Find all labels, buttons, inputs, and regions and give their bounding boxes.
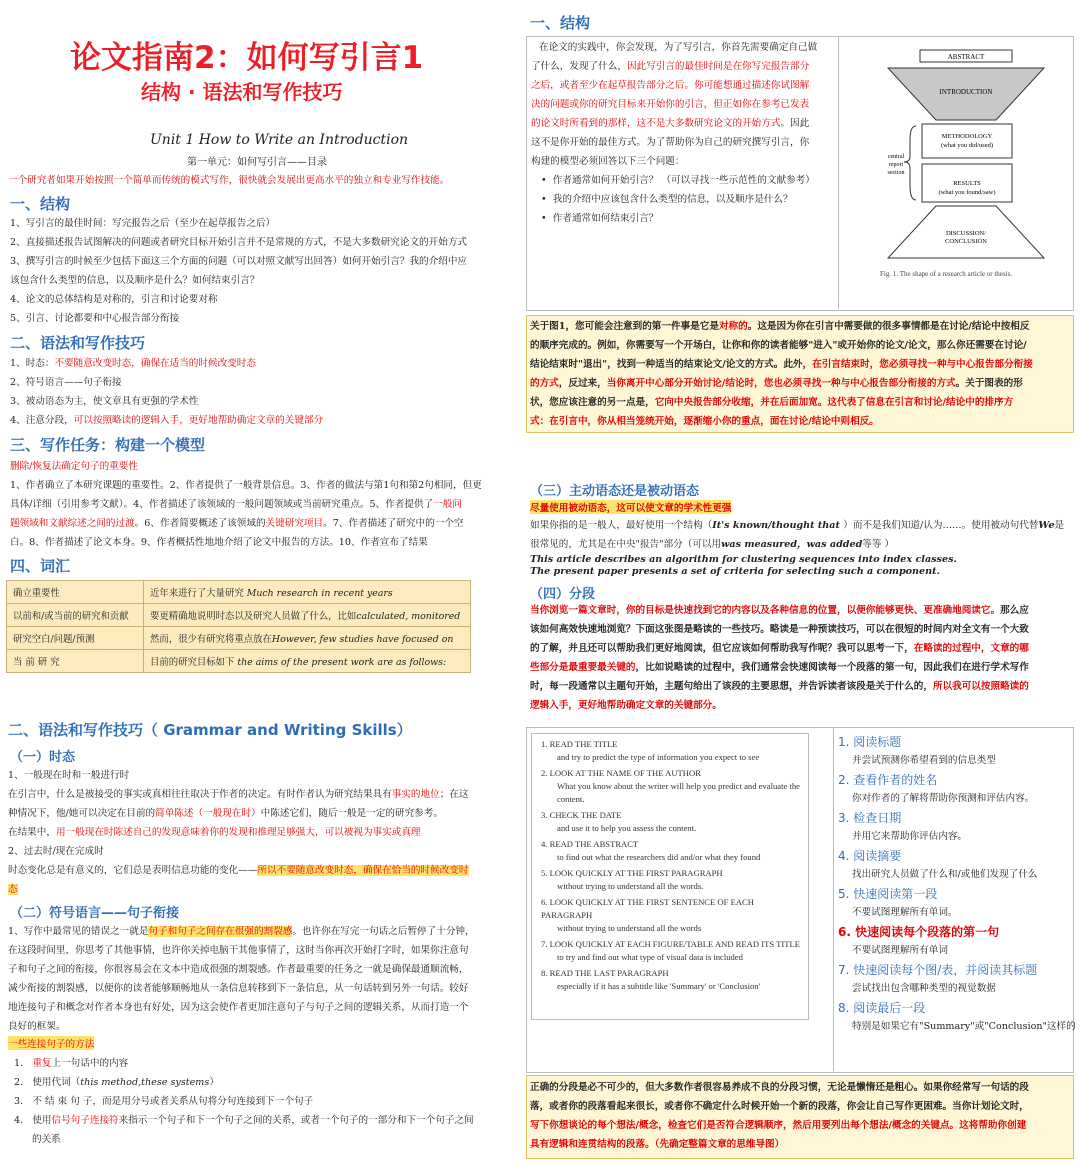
fig-method-label: METHODOLOGY xyxy=(941,133,993,140)
text-line: 在这段时间里，你思考了其他事情，也许你关掉电脑干其他事情了，这时当你再次开始打字时，如果你注意句 xyxy=(8,945,469,956)
text-line: 落，或者你的段落看起来很长，或者你不确定什么时候开始一个新的段落，你会让自己写作更困难。当你计划论文时， xyxy=(530,1101,1029,1112)
fig-method-sub: (what you did/used) xyxy=(941,142,993,149)
text-line: The present paper presents a set of criteria for selecting such a component. xyxy=(530,566,940,577)
text-line: 1、写作中最常见的错误之一就是句子和句子之间存在很强的割裂感。也许你在写完一句话之后暂停了十分钟， xyxy=(8,926,475,937)
list-item: 4、论文的总体结构是对称的，引言和讨论要对称 xyxy=(10,294,218,305)
text-line: This article describes an algorithm for clustering sequences into index classes. xyxy=(530,554,957,565)
unit-title-en: Unit 1 How to Write an Introduction xyxy=(150,132,409,148)
list-item: 7. LOOK QUICKLY AT EACH FIGURE/TABLE AND READ ITS TITLE to try and find out what type of visual data is included xyxy=(541,939,800,962)
skimming-cn-steps xyxy=(838,733,1076,1037)
text-line: 之后，或者至少在起草报告部分之后。你可能想通过描述你试图解 xyxy=(531,80,810,91)
list-item: 2、符号语言——句子衔接 xyxy=(10,377,122,388)
list-item: 4. READ THE ABSTRACT to find out what the researchers did and/or what they found xyxy=(541,839,761,862)
text-line: 子和句子之间的衔接，你很容易会在文本中造成很强的割裂感。作者最重要的任务之一就是确保最通顺流畅， xyxy=(8,964,469,975)
text-line: 时态变化总是有意义的，它们总是表明信息功能的变化——所以不要随意改变时态，确保在恰当的时候改变时 xyxy=(8,865,469,876)
text-line: 如果你指的是一般人，最好使用一个结构（It's known/thought that ）而不是我们知道/认为……。使用被动句代替We是 xyxy=(530,520,1065,531)
text-line: 的顺序完成的。例如，你需要写一个开场白，让你和你的读者能够"进入"或开始你的论文/论文，那么你还需要在讨论/ xyxy=(530,340,1027,351)
vocab-table xyxy=(6,580,471,673)
fig-disc-label: DISCUSSION/ xyxy=(945,230,987,237)
figure-divider xyxy=(838,36,839,309)
text-line: 白。8、作者描述了论文本身。9、作者概括性地地介绍了论文中报告的方法。10、作者宣布了结果 xyxy=(10,537,428,548)
tagline: 一个研究者如果开始按照一个简单而传统的模式写作，很快就会发展出更高水平的独立和专业写作技能。 xyxy=(8,175,450,186)
methodology-box xyxy=(922,124,1012,158)
fig-abstract-label: ABSTRACT xyxy=(947,53,985,61)
list-item: 3、撰写引言的时候至少包括下面这三个方面的问题（可以对照文献写出回答）如何开始引言？我的介绍中应 xyxy=(10,256,468,267)
grammar-title-text: 二、语法和写作技巧（ Grammar and Writing Skills） xyxy=(8,721,412,739)
vocab-en: 目前的研究目标如下 the aims of the present work are as follows: xyxy=(144,650,471,673)
text-line: 当你浏览一篇文章时，你的目标是快速找到它的内容以及各种信息的位置，以便你能够更快、更准确地阅读它。那么应 xyxy=(530,605,1029,616)
paragraph-title: （四）分段 xyxy=(530,587,596,602)
list-item: 7. 快速阅读每个图/表，并阅读其标题 尝试找出包含哪种类型的视觉数据 xyxy=(838,963,1038,994)
list-item: 5. LOOK QUICKLY AT THE FIRST PARAGRAPH without trying to understand all the words. xyxy=(541,868,723,891)
methods-list xyxy=(14,1054,474,1149)
list-item: 2. 使用代词（this method,these systems） xyxy=(14,1077,219,1088)
task-subtitle: 删除/恢复法确定句子的重要性 xyxy=(10,461,138,472)
vocab-cn: 以前和/或当前的研究和贡献 xyxy=(7,604,144,627)
text-line: 的论文时所看到的那样，这不是大多数研究论文的开始方式。因此 xyxy=(531,118,810,129)
text-line: 在论文的实践中，你会发现，为了写引言，你首先需要确定自己做 xyxy=(539,42,818,53)
skimming-divider xyxy=(833,727,834,1071)
list-item: 6. 快速阅读每个段落的第一句 不要试图理解所有单词 xyxy=(838,925,1000,956)
list-item: 5、引言、讨论都要和中心报告部分衔接 xyxy=(10,313,180,324)
text-line: 题领域和文献综述之间的过渡。6、作者简要概述了该领域的关键研究项目。7、作者描述了研究中的一个空 xyxy=(10,518,464,529)
grammar-section-title xyxy=(8,719,412,740)
symbol-title: （二）符号语言——句子衔接 xyxy=(10,906,180,921)
text-line: 种情况下，他/她可以决定在目前的简单陈述（一般现在时）中陈述它们，随后一般是一定的研究参考。 xyxy=(8,808,443,819)
tense-title: （一）时态 xyxy=(10,750,76,765)
text-line: 1、一般现在时和一般进行时 xyxy=(8,770,130,781)
table-row xyxy=(7,650,471,673)
list-item: 3. 检查日期 并用它来帮助你评估内容。 xyxy=(838,811,968,842)
fig-side-label2: report xyxy=(888,162,904,168)
fig-results-label: RESULTS xyxy=(953,180,981,187)
vocab-en: 然而，很少有研究将重点放在However, few studies have focused on xyxy=(144,627,471,650)
structure-text xyxy=(531,38,836,228)
list-item: 1. 阅读标题 并尝试预测你希望看到的信息类型 xyxy=(838,735,996,766)
symbol-text xyxy=(8,922,475,1036)
toc-grammar-list xyxy=(10,354,323,430)
fig-side-label1: central xyxy=(887,154,905,160)
toc-section-task: 三、写作任务：构建一个模型 xyxy=(10,436,206,454)
list-item: 5. 快速阅读第一段 不要试图理解所有单词。 xyxy=(838,887,958,918)
voice-title: （三）主动语态还是被动语态 xyxy=(530,484,700,499)
text-line: 式：在引言中，你从相当笼统开始，逐渐缩小你的重点，面在讨论/结论中则相反。 xyxy=(530,416,879,427)
methods-title: 一些连接句子的方法 xyxy=(8,1036,94,1050)
list-item: 1. 重复上一句话中的内容 xyxy=(14,1058,129,1069)
voice-highlight: 尽量使用被动语态，这可以使文章的学术性更强 xyxy=(530,500,731,514)
list-item: 8. READ THE LAST PARAGRAPH especially if it has a subtitle like 'Summary' or 'Conclusion' xyxy=(541,968,761,991)
table-row xyxy=(7,604,471,627)
task-text xyxy=(10,476,482,552)
list-item: 4、注意分段，可以按照略读的逻辑入手，更好地帮助确定文章的关键部分 xyxy=(10,415,324,426)
vocab-cn: 研究空白/问题/预测 xyxy=(7,627,144,650)
list-item: • 作者通常如何结束引言？ xyxy=(541,213,659,224)
main-subtitle: 结构 · 语法和写作技巧 xyxy=(141,80,343,104)
text-line: 这不是你开始的最佳方式。为了帮助你为自己的研究撰写引言，你 xyxy=(531,137,810,148)
list-item: 该包含什么类型的信息，以及顺序是什么？如何结束引言？ xyxy=(10,275,260,286)
list-item: • 我的介绍中应该包含什么类型的信息，以及顺序是什么？ xyxy=(541,194,793,205)
text-line: 构建的模型必须回答以下三个问题： xyxy=(531,156,685,167)
unit-title-cn: 第一单元：如何写引言——目录 xyxy=(187,157,327,168)
fig-intro-label: INTRODUCTION xyxy=(939,88,993,96)
vocab-en: 要更精确地说明时态以及研究人员做了什么，比如calculated, monitored xyxy=(144,604,471,627)
list-item: 的关系 xyxy=(32,1134,61,1145)
text-line: 正确的分段是必不可少的，但大多数作者很容易养成不良的分段习惯，无论是懒惰还是粗心。如果你经常写一句话的段 xyxy=(530,1082,1029,1093)
text-line: 具体/详细（引用参考文献）。4、作者描述了该领域的一般问题领域或当前研究重点。5、作者提供了一般问 xyxy=(10,499,462,510)
fig-caption: Fig. 1. The shape of a research article or thesis. xyxy=(880,270,1013,278)
text-line: 决的问题或你的研究目标来开始你的引言，但正如你在参考已发表 xyxy=(531,99,810,110)
list-item: • 作者通常如何开始引言？ （可以寻找一些示范性的文献参考） xyxy=(541,175,815,186)
text-line: 的方式，反过来，当你离开中心部分开始讨论/结论时，您也必须寻找一种与中心报告部分衔接的方式。关于图表的形 xyxy=(530,378,1023,389)
text-line: 在引言中，什么是被接受的事实或真相往往取决于作者的决定。有时作者认为研究结果具有事实的地位；在这 xyxy=(8,789,469,800)
text-line: 1、作者确立了本研究课题的重要性。2、作者提供了一般背景信息。3、作者的做法与第1句和第2句相同，但更 xyxy=(10,480,482,491)
list-item: 4. 阅读摘要 找出研究人员做了什么和/或他们发现了什么 xyxy=(838,849,1038,880)
text-line: 态 xyxy=(8,884,18,895)
list-item: 8. 阅读最后一段 特别是如果它有"Summary"或"Conclusion"这样的 xyxy=(838,1001,1076,1032)
right-structure-title: 一、结构 xyxy=(530,14,591,32)
text-line: 具有逻辑和连贯结构的段落。（先确定整篇文章的思维导图） xyxy=(530,1139,785,1150)
voice-text xyxy=(530,516,1064,578)
fig-disc-label2: CONCLUSION xyxy=(945,238,987,245)
list-item: 2. 查看作者的姓名 你对作者的了解将帮助你预测和评估内容。 xyxy=(838,773,1035,804)
text-line: 很常见的，尤其是在中央"报告"部分（可以用was measured，was added等等 ） xyxy=(530,539,895,550)
list-item: 2. LOOK AT THE NAME OF THE AUTHOR What you know about the writer will help you predict and evaluate the content. xyxy=(541,768,800,804)
toc-section-grammar: 二、语法和写作技巧 xyxy=(10,334,146,352)
text-line: 时，每一段通常以主题句开始，主题句给出了该段的主要思想，并告诉读者该段是关于什么的，所以我可以按照略读的 xyxy=(530,681,1029,692)
skimming-en-steps xyxy=(541,738,803,993)
list-item: 3. CHECK THE DATE and use it to help you assess the content. xyxy=(541,810,697,833)
symmetry-text xyxy=(530,317,1033,431)
text-line: 减少衔接的割裂感，以便你的读者能够顺畅地从一条信息转移到下一条信息，从一句话转到另外一句话。较好 xyxy=(8,983,469,994)
text-line: 了什么，发现了什么，因此写引言的最佳时间是在你写完报告部分 xyxy=(531,61,810,72)
fig-results-sub: (what you found/saw) xyxy=(938,189,996,196)
toc-structure-list xyxy=(10,214,515,328)
text-line: 2、过去时/现在完成时 xyxy=(8,846,104,857)
list-item: 1. READ THE TITLE and try to predict the type of information you expect to see xyxy=(541,739,760,762)
text-line: 的了解，并且还可以帮助我们更好地阅读，但它应该如何帮助我写作呢？我可以思考一下，在略读的过程中，文章的哪 xyxy=(530,643,1029,654)
toc-section-structure: 一、结构 xyxy=(10,195,71,213)
text-line: 逻辑入手，更好地帮助确定文章的关键部分。 xyxy=(530,700,722,711)
text-line: 关于图1，您可能会注意到的第一件事是它是对称的。这是因为你在引言中需要做的很多事情都是在讨论/结论中按相反 xyxy=(530,321,1030,332)
text-line: 地连接句子和概念对作者本身也有好处，因为这会使作者更加注意句子与句子之间的逻辑关系，从而打造一个 xyxy=(8,1002,469,1013)
list-item: 3、被动语态为主，使文章具有更强的学术性 xyxy=(10,396,199,407)
paragraph-text xyxy=(530,601,1029,715)
text-line: 些部分是最重要最关键的，比如说略读的过程中，我们通常会快速阅读每一个段落的第一句，因此我们在进行学术写作 xyxy=(530,662,1029,673)
fig-side-label3: section xyxy=(887,170,905,176)
text-line: 写下你想谈论的每个想法/概念，检查它们是否符合逻辑顺序，然后用要列出每个想法/概念的关键点。这将帮助你创建 xyxy=(530,1120,1027,1131)
list-item: 2、直接描述报告试图解决的问题或者研究目标开始引言并不是常规的方式，不是大多数研究论文的开始方式 xyxy=(10,237,468,248)
table-row xyxy=(7,581,471,604)
toc-section-vocab: 四、词汇 xyxy=(10,557,71,575)
text-line: 该如何高效快速地浏览？下面这张图是略读的一些技巧。略读是一种预读技巧，可以在很短的时间内对全文有一个大致 xyxy=(530,624,1029,635)
table-row xyxy=(7,627,471,650)
list-item: 3. 不 结 束 句 子，而是用分号或者关系从句将分句连接到下一个句子 xyxy=(14,1096,314,1107)
vocab-cn: 当 前 研 究 xyxy=(7,650,144,673)
list-item: 1、时态：不要随意改变时态，确保在适当的时候改变时态 xyxy=(10,358,256,369)
paragraphing-text xyxy=(530,1078,1029,1154)
text-line: 结论结束时"退出"，找到一种适当的结束论文/论文的方式。此外，在引言结束时，您必须寻找一种与中心报告部分衔接 xyxy=(530,359,1033,370)
main-title: 论文指南2：如何写引言1 xyxy=(70,40,424,76)
text-line: 在结果中，用一般现在时陈述自己的发现意味着你的发现和推理足够强大，可以被视为事实或真理 xyxy=(8,827,421,838)
list-item: 6. LOOK QUICKLY AT THE FIRST SENTENCE OF EACH PARAGRAPH without trying to understand all the words xyxy=(541,897,754,933)
research-shape-figure xyxy=(840,40,1070,290)
text-line: 良好的框架。 xyxy=(8,1021,66,1032)
vocab-en: 近年来进行了大量研究 Much research in recent years xyxy=(144,581,471,604)
list-item: 4. 使用信号句子连接符来指示一个句子和下一个句子之间的关系，或者一个句子的一部分和下一个句子之间 xyxy=(14,1115,474,1126)
tense-text xyxy=(8,766,469,899)
brace-icon xyxy=(904,126,916,200)
list-item: 1、写引言的最佳时间：写完报告之后（至少在起草报告之后） xyxy=(10,218,276,229)
text-line: 状，您应该注意的另一点是，它向中央报告部分收缩，并在后面加宽。这代表了信息在引言和讨论/结论中的排序方 xyxy=(530,397,1014,408)
vocab-cn: 确立重要性 xyxy=(7,581,144,604)
